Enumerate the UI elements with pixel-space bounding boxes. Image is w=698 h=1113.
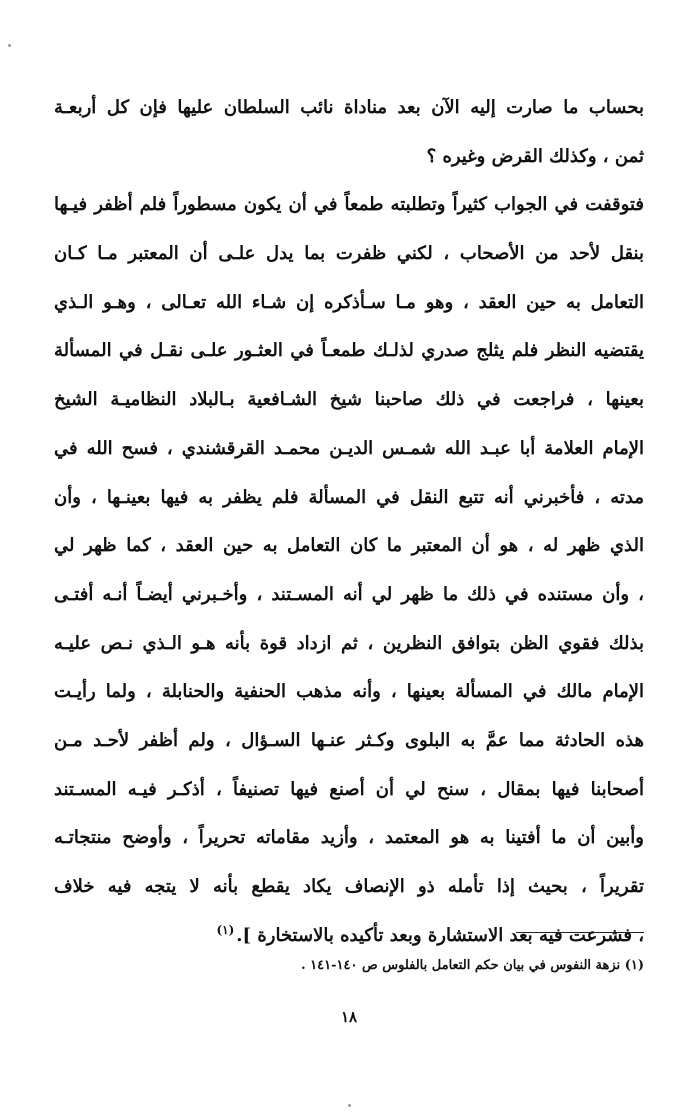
text-line-last — [54, 912, 644, 961]
last-line-text: ، فشرعت فيه بعد الاستشارة وبعد تأكيده بالاستخارة ]. — [236, 924, 644, 946]
text-line: وأبين أن ما أفتينا به هو المعتمد ، وأزيد مقاماته تحريراً ، وأوضح منتجاتـه — [54, 827, 644, 849]
text-line: فتوقفت في الجواب كثيراً وتطلبته طمعاً في أن يكون مسطوراً فلم أظفر فيـها — [54, 194, 644, 216]
scan-speck — [8, 44, 11, 47]
text-line: بنقل لأحد من الأصحاب ، لكني ظفرت بما يدل علـى أن المعتبر مـا كـان — [54, 243, 644, 265]
text-line: ، وأن مستنده في ذلك ما ظهر لي أنه المسـتند ، وأخـبرني أيضـاً أنـه أفتـى — [54, 583, 644, 605]
text-line: بحساب ما صارت إليه الآن بعد مناداة نائب السلطان عليها فإن كل أربعـة — [54, 97, 644, 118]
text-line: بذلك فقوي الظن بتوافق النظرين ، ثم ازداد قوة بأنه هـو الـذي نـص عليـه — [54, 632, 644, 654]
text-line: الذي ظهر له ، هو أن المعتبر ما كان التعامل به حين العقد ، كما ظهر لي — [54, 535, 644, 557]
text-line: مدته ، فأخبرني أنه تتبع النقل في المسألة فلم يظفر به فيها بعينـها ، وأن — [54, 486, 644, 508]
text-line: تقريراً ، بحيث إذا تأمله ذو الإنصاف يكاد يقطع بأنه لا يتجه فيه خلاف — [54, 876, 644, 897]
footnote-reference: (١) — [216, 922, 235, 937]
text-line: بعينها ، فراجعت في ذلك صاحبنا شيخ الشـافعية بـالبلاد النظاميـة الشيخ — [54, 389, 644, 411]
text-line: أصحابنا فيها بمقال ، سنح لي أن أصنع فيها تصنيفاً ، أذكـر فيـه المسـتند — [54, 778, 644, 800]
scan-speck — [348, 1104, 351, 1107]
text-line: ثمن ، وكذلك القرض وغيره ؟ — [426, 145, 644, 167]
text-line: هذه الحادثة مما عمَّ به البلوى وكـثر عنـها السـؤال ، ولم أظفر لأحـد مـن — [54, 729, 644, 751]
text-line: التعامل به حين العقد ، وهو مـا سـأذكره إن شـاء الله تعـالى ، وهـو الـذي — [54, 291, 644, 313]
footnote-divider — [516, 932, 644, 933]
text-line: يقتضيه النظر فلم يثلج صدري لذلـك طمعـاً في العثـور علـى نقـل في المسألة — [54, 340, 644, 362]
page-number: ١٨ — [340, 1008, 358, 1026]
body-text — [54, 84, 644, 960]
text-line: الإمام مالك في المسألة بعينها ، وأنه مذهب الحنفية والحنابلة ، ولما رأيـت — [54, 681, 644, 703]
text-line: الإمام العلامة أبا عبـد الله شمـس الديـن محمـد القرقشندي ، فسح الله في — [54, 437, 644, 459]
footnote: (١) نزهة النفوس في بيان حكم التعامل بالفلوس ص ١٤٠-١٤١ . — [301, 958, 644, 973]
